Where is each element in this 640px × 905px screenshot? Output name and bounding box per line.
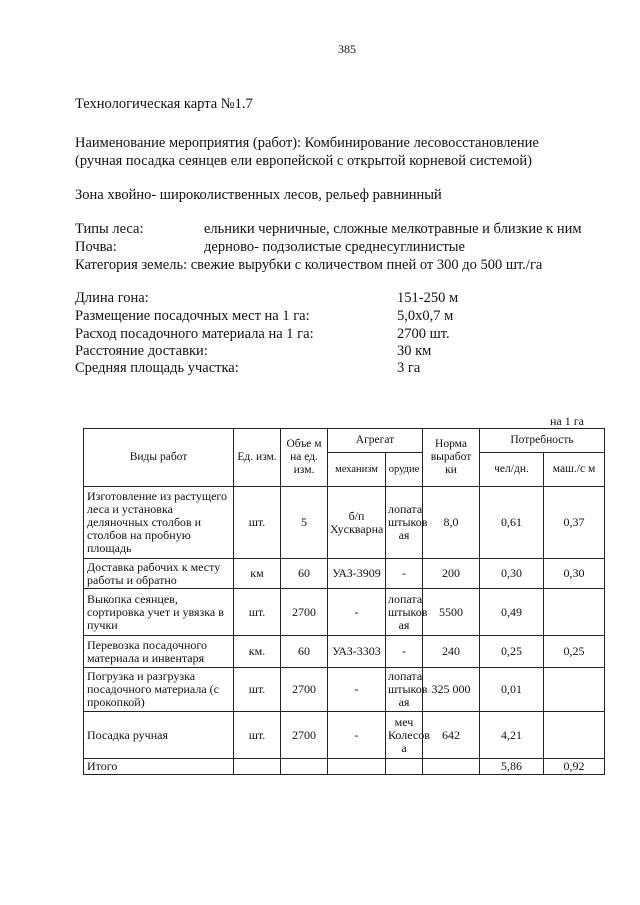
cell-tool: - (386, 636, 423, 668)
cell-work: Перевозка посадочного материала и инвентаря (84, 636, 234, 668)
cell-mechanism: УАЗ-3909 (328, 559, 386, 589)
cell-machine: 0,37 (544, 487, 605, 559)
cell-person-days: 0,25 (480, 636, 544, 668)
table-row (84, 589, 605, 636)
cell-work: Доставка рабочих к месту работы и обратно (84, 559, 234, 589)
empty-cell (281, 759, 328, 775)
header-machine: маш./с м (544, 453, 605, 487)
cell-unit: км (234, 559, 281, 589)
soil-label: Почва: (75, 239, 117, 255)
cell-work: Выкопка сеянцев, сортировка учет и увязка в пучки (84, 589, 234, 636)
cell-work: Изготовление из растущего леса и установка деляночных столбов и столбов на пробную площадь (84, 487, 234, 559)
empty-cell (386, 759, 423, 775)
cell-person-days: 4,21 (480, 712, 544, 759)
table-row (84, 712, 605, 759)
total-person-days: 5,86 (480, 759, 544, 775)
empty-cell (328, 759, 386, 775)
total-row (84, 759, 605, 775)
cell-norm: 240 (423, 636, 480, 668)
forest-types-label: Типы леса: (75, 221, 144, 237)
total-label: Итого (84, 759, 234, 775)
page-number: 385 (338, 42, 356, 56)
header-work: Виды работ (84, 429, 234, 487)
param-value: 2700 шт. (397, 326, 450, 342)
total-machine: 0,92 (544, 759, 605, 775)
cell-mechanism: - (328, 589, 386, 636)
header-norm: Норма выработ ки (423, 429, 480, 487)
soil-value: дерново- подзолистые среднесуглинистые (204, 239, 465, 255)
land-category: Категория земель: свежие вырубки с количеством пней от 300 до 500 шт./га (75, 257, 543, 273)
header-aggregate: Агрегат (328, 429, 423, 453)
table-row (84, 636, 605, 668)
cell-tool: меч Колесов а (386, 712, 423, 759)
cell-mechanism: - (328, 712, 386, 759)
empty-cell (423, 759, 480, 775)
cell-norm: 325 000 (423, 668, 480, 712)
cell-unit: шт. (234, 668, 281, 712)
cell-person-days: 0,49 (480, 589, 544, 636)
param-label: Средняя площадь участка: (75, 360, 239, 376)
param-value: 3 га (397, 360, 421, 376)
cell-norm: 200 (423, 559, 480, 589)
header-mechanism: механизм (328, 453, 386, 487)
cell-machine (544, 589, 605, 636)
param-label: Расстояние доставки: (75, 343, 208, 359)
cell-unit: шт. (234, 589, 281, 636)
cell-tool: лопата штыков ая (386, 487, 423, 559)
table-row (84, 487, 605, 559)
cell-machine (544, 712, 605, 759)
table-row (84, 559, 605, 589)
cell-person-days: 0,30 (480, 559, 544, 589)
cell-person-days: 0,61 (480, 487, 544, 559)
zone-description: Зона хвойно- широколиственных лесов, рельеф равнинный (75, 187, 442, 203)
cell-unit: шт. (234, 487, 281, 559)
param-value: 5,0х0,7 м (397, 308, 454, 324)
cell-mechanism: УАЗ-3303 (328, 636, 386, 668)
cell-mechanism: б/п Хускварна (328, 487, 386, 559)
cell-work: Погрузка и разгрузка посадочного материала (с прокопкой) (84, 668, 234, 712)
cell-volume: 2700 (281, 712, 328, 759)
cell-volume: 60 (281, 559, 328, 589)
header-tool: орудие (386, 453, 423, 487)
param-label: Размещение посадочных мест на 1 га: (75, 308, 310, 324)
cell-volume: 5 (281, 487, 328, 559)
cell-volume: 60 (281, 636, 328, 668)
param-label: Длина гона: (75, 290, 149, 306)
cell-unit: шт. (234, 712, 281, 759)
work-table (83, 428, 605, 775)
table-caption: на 1 га (550, 414, 584, 428)
cell-tool: - (386, 559, 423, 589)
header-volume: Объе м на ед. изм. (281, 429, 328, 487)
event-name-line-1: Наименование мероприятия (работ): Комбинирование лесовосстановление (75, 135, 539, 151)
cell-work: Посадка ручная (84, 712, 234, 759)
cell-norm: 642 (423, 712, 480, 759)
cell-volume: 2700 (281, 589, 328, 636)
cell-norm: 8,0 (423, 487, 480, 559)
cell-mechanism: - (328, 668, 386, 712)
header-need: Потребность (480, 429, 605, 453)
cell-machine (544, 668, 605, 712)
cell-unit: км. (234, 636, 281, 668)
cell-tool: лопата штыков ая (386, 668, 423, 712)
param-value: 151-250 м (397, 290, 459, 306)
header-unit: Ед. изм. (234, 429, 281, 487)
header-person-days: чел/дн. (480, 453, 544, 487)
cell-volume: 2700 (281, 668, 328, 712)
empty-cell (234, 759, 281, 775)
cell-person-days: 0,01 (480, 668, 544, 712)
cell-tool: лопата штыков ая (386, 589, 423, 636)
table-row (84, 668, 605, 712)
event-name-line-2: (ручная посадка сеянцев ели европейской с открытой корневой системой) (75, 153, 532, 169)
param-label: Расход посадочного материала на 1 га: (75, 326, 314, 342)
cell-machine: 0,25 (544, 636, 605, 668)
forest-types-value: ельники черничные, сложные мелкотравные и близкие к ним (204, 221, 582, 237)
param-value: 30 км (397, 343, 432, 359)
cell-machine: 0,30 (544, 559, 605, 589)
cell-norm: 5500 (423, 589, 480, 636)
document-title: Технологическая карта №1.7 (75, 96, 253, 112)
